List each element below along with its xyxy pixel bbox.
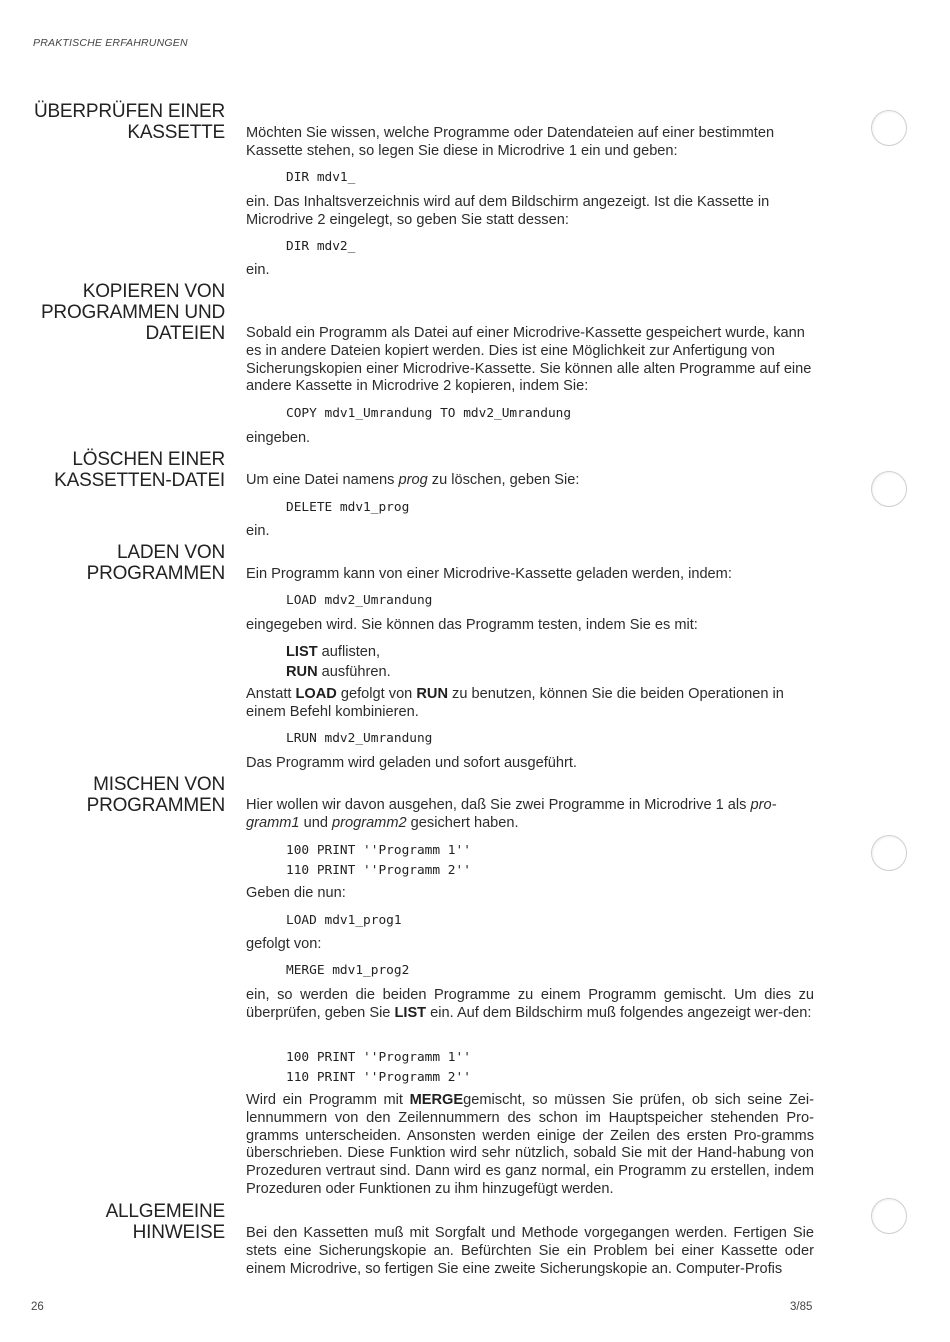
code-lrun: LRUN mdv2_Umrandung xyxy=(286,731,433,746)
code-dir-mdv1: DIR mdv1_ xyxy=(286,170,356,185)
punch-hole-1 xyxy=(871,110,907,146)
section-heading-delete: LÖSCHEN EINER KASSETTEN-DATEI xyxy=(54,449,225,491)
load-list-line: LIST auflisten, xyxy=(286,644,381,660)
copy-paragraph-2: eingeben. xyxy=(246,430,311,446)
merge-paragraph-1: Hier wollen wir davon ausgehen, daß Sie zwei Programme in Microdrive 1 als pro-gramm1 und programm2 gesichert haben. xyxy=(246,797,777,831)
running-head: PRAKTISCHE ERFAHRUNGEN xyxy=(33,37,188,49)
merge-paragraph-5: Wird ein Programm mit MERGEgemischt, so müssen Sie prüfen, ob sich seine Zei-lennummern von den Zeilennummern des schon im Hauptspeicher stehenden Pro-gramms unterscheiden. Ansonsten werden einige der Zeilen des ersten Pro-gramms überschrieben. Diese Funktion wird sehr nützlich, sobald Sie mit der Hand-habung von Prozeduren vertraut sind. Dann wird es ganz normal, ein Programm zu erstellen, indem Prozeduren oder Funktionen zu ihm hinzugefügt werden. xyxy=(246,1092,814,1197)
code-print-3: 100 PRINT ''Programm 1'' xyxy=(286,1050,471,1065)
load-paragraph-3: Anstatt LOAD gefolgt von RUN zu benutzen, können Sie die beiden Operationen in einem Befehl kombinieren. xyxy=(246,686,784,720)
section-heading-merge: MISCHEN VON PROGRAMMEN xyxy=(86,774,225,816)
merge-paragraph-4: ein, so werden die beiden Programme zu einem Programm gemischt. Um dies zu überprüfen, geben Sie LIST ein. Auf dem Bildschirm muß folgendes angezeigt wer-den: xyxy=(246,987,814,1021)
edition-date: 3/85 xyxy=(790,1301,813,1313)
check-paragraph-1: Möchten Sie wissen, welche Programme oder Datendateien auf einer bestimmten Kassette stehen, so legen Sie diese in Microdrive 1 ein und geben: xyxy=(246,125,775,159)
punch-hole-3 xyxy=(871,835,907,871)
section-heading-general: ALLGEMEINE HINWEISE xyxy=(105,1201,225,1243)
code-print-1: 100 PRINT ''Programm 1'' xyxy=(286,843,471,858)
merge-paragraph-2: Geben die nun: xyxy=(246,885,346,901)
section-heading-load: LADEN VON PROGRAMMEN xyxy=(86,542,225,584)
code-merge-prog2: MERGE mdv1_prog2 xyxy=(286,963,410,978)
delete-paragraph-1: Um eine Datei namens prog zu löschen, geben Sie: xyxy=(246,472,580,488)
code-delete: DELETE mdv1_prog xyxy=(286,500,410,515)
check-paragraph-3: ein. xyxy=(246,262,270,278)
punch-hole-4 xyxy=(871,1198,907,1234)
code-copy: COPY mdv1_Umrandung TO mdv2_Umrandung xyxy=(286,406,572,421)
check-paragraph-2: ein. Das Inhaltsverzeichnis wird auf dem Bildschirm angezeigt. Ist die Kassette in Microdrive 2 eingelegt, so geben Sie statt dessen: xyxy=(246,194,770,228)
general-paragraph-1: Bei den Kassetten muß mit Sorgfalt und Methode vorgegangen werden. Fertigen Sie stets eine Sicherungskopie an. Befürchten Sie ein Problem bei einer Kassette oder einem Microdrive, so fertigen Sie eine zweite Sicherungskopie an. Computer-Profis xyxy=(246,1225,814,1277)
code-print-4: 110 PRINT ''Programm 2'' xyxy=(286,1070,471,1085)
punch-hole-2 xyxy=(871,471,907,507)
load-paragraph-1: Ein Programm kann von einer Microdrive-Kassette geladen werden, indem: xyxy=(246,566,732,582)
load-paragraph-2: eingegeben wird. Sie können das Programm testen, indem Sie es mit: xyxy=(246,617,698,633)
code-dir-mdv2: DIR mdv2_ xyxy=(286,239,356,254)
load-run-line: RUN ausführen. xyxy=(286,664,391,680)
page-number: 26 xyxy=(31,1301,44,1313)
section-heading-check: ÜBERPRÜFEN EINER KASSETTE xyxy=(33,101,225,143)
load-paragraph-4: Das Programm wird geladen und sofort ausgeführt. xyxy=(246,755,577,771)
code-print-2: 110 PRINT ''Programm 2'' xyxy=(286,863,471,878)
code-load-prog1: LOAD mdv1_prog1 xyxy=(286,913,402,928)
section-heading-copy: KOPIEREN VON PROGRAMMEN UND DATEIEN xyxy=(40,281,225,344)
delete-paragraph-2: ein. xyxy=(246,523,270,539)
merge-paragraph-3: gefolgt von: xyxy=(246,936,322,952)
code-load: LOAD mdv2_Umrandung xyxy=(286,593,433,608)
copy-paragraph-1: Sobald ein Programm als Datei auf einer Microdrive-Kassette gespeichert wurde, kann es in andere Dateien kopiert werden. Dies ist eine Möglichkeit zur Anfertigung von Sicherungskopien einer Microdrive-Kassette. Sie können alle alten Programme auf eine andere Kassette in Microdrive 2 kopieren, indem Sie: xyxy=(246,325,812,395)
